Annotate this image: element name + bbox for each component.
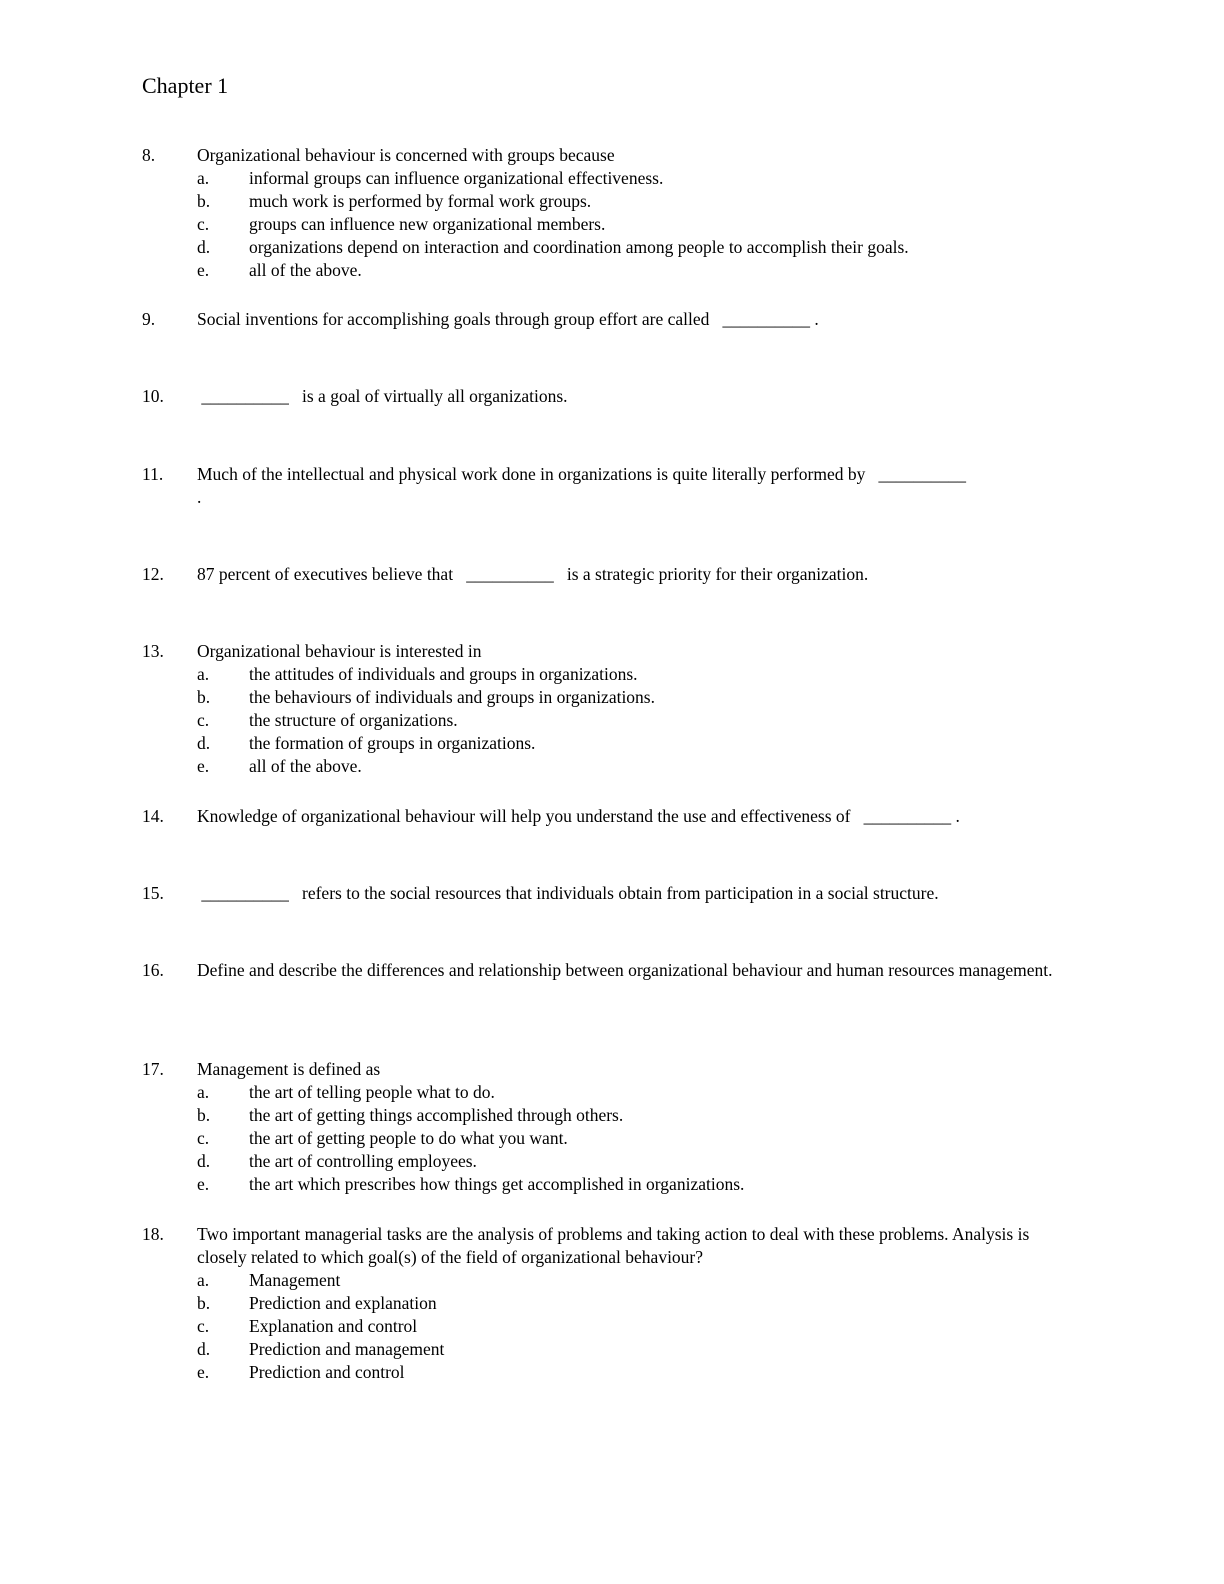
question-text: Organizational behaviour is interested in (197, 641, 482, 661)
question-10 (142, 385, 1082, 408)
question-text: Social inventions for accomplishing goals through group effort are called __________ . (197, 309, 819, 329)
option-d: d. the art of controlling employees. (197, 1151, 477, 1171)
question-14 (142, 805, 1082, 828)
question-17 (142, 1058, 1082, 1196)
question-number: 9. (142, 309, 156, 329)
question-text: Management is defined as (197, 1059, 381, 1079)
question-number: 10. (142, 386, 164, 406)
question-9 (142, 308, 1082, 331)
option-b: b. much work is performed by formal work groups. (197, 191, 592, 211)
answer-blank: __________ (863, 806, 952, 826)
question-text: Define and describe the differences and relationship between organizational behaviour and human resources management. (197, 960, 1053, 980)
option-c: c. Explanation and control (197, 1316, 418, 1336)
question-text: __________ is a goal of virtually all organizations. (201, 386, 568, 406)
question-16 (142, 959, 1082, 982)
question-number: 11. (142, 464, 164, 484)
page-title: Chapter 1 (142, 73, 229, 98)
option-e: e. Prediction and control (197, 1362, 405, 1382)
question-number: 18. (142, 1224, 164, 1244)
question-15 (142, 882, 1082, 905)
question-number: 14. (142, 806, 164, 826)
question-number: 13. (142, 641, 164, 661)
question-text: __________ refers to the social resources that individuals obtain from participation in a social structure. (201, 883, 939, 903)
question-13 (142, 640, 1082, 778)
question-number: 12. (142, 564, 164, 584)
option-e: e. all of the above. (197, 756, 362, 776)
option-e: e. the art which prescribes how things get accomplished in organizations. (197, 1174, 745, 1194)
option-b: b. Prediction and explanation (197, 1293, 437, 1313)
answer-blank: __________ (201, 386, 289, 406)
option-a: a. informal groups can influence organizational effectiveness. (197, 168, 664, 188)
option-a: a. Management (197, 1270, 341, 1290)
question-text: Two important managerial tasks are the analysis of problems and taking action to deal with these problems. Analysis is closely related to which goal(s) of the field of organizational behaviour? (197, 1224, 1030, 1267)
option-c: c. the art of getting people to do what you want. (197, 1128, 568, 1148)
option-b: b. the behaviours of individuals and groups in organizations. (197, 687, 655, 707)
option-b: b. the art of getting things accomplished through others. (197, 1105, 624, 1125)
answer-blank: __________ (201, 883, 289, 903)
question-18 (142, 1223, 1082, 1384)
question-text: 87 percent of executives believe that __________ is a strategic priority for their organization. (197, 564, 869, 584)
question-12 (142, 563, 1082, 586)
option-e: e. all of the above. (197, 260, 362, 280)
question-number: 15. (142, 883, 164, 903)
question-number: 17. (142, 1059, 164, 1079)
question-number: 8. (142, 145, 156, 165)
question-8 (142, 144, 1082, 282)
option-a: a. the attitudes of individuals and groups in organizations. (197, 664, 638, 684)
answer-blank: __________ (878, 464, 967, 484)
option-a: a. the art of telling people what to do. (197, 1082, 495, 1102)
question-text: Organizational behaviour is concerned with groups because (197, 145, 615, 165)
option-d: d. Prediction and management (197, 1339, 445, 1359)
question-11 (142, 463, 1082, 509)
answer-blank: __________ (722, 309, 811, 329)
question-text: Knowledge of organizational behaviour will help you understand the use and effectiveness of __________ . (197, 806, 960, 826)
answer-blank: __________ (466, 564, 554, 584)
option-d: d. the formation of groups in organizations. (197, 733, 536, 753)
question-text: Much of the intellectual and physical work done in organizations is quite literally performed by __________ . (197, 464, 967, 507)
option-d: d. organizations depend on interaction and coordination among people to accomplish their goals. (197, 237, 909, 257)
option-c: c. groups can influence new organizational members. (197, 214, 606, 234)
option-c: c. the structure of organizations. (197, 710, 458, 730)
question-number: 16. (142, 960, 164, 980)
